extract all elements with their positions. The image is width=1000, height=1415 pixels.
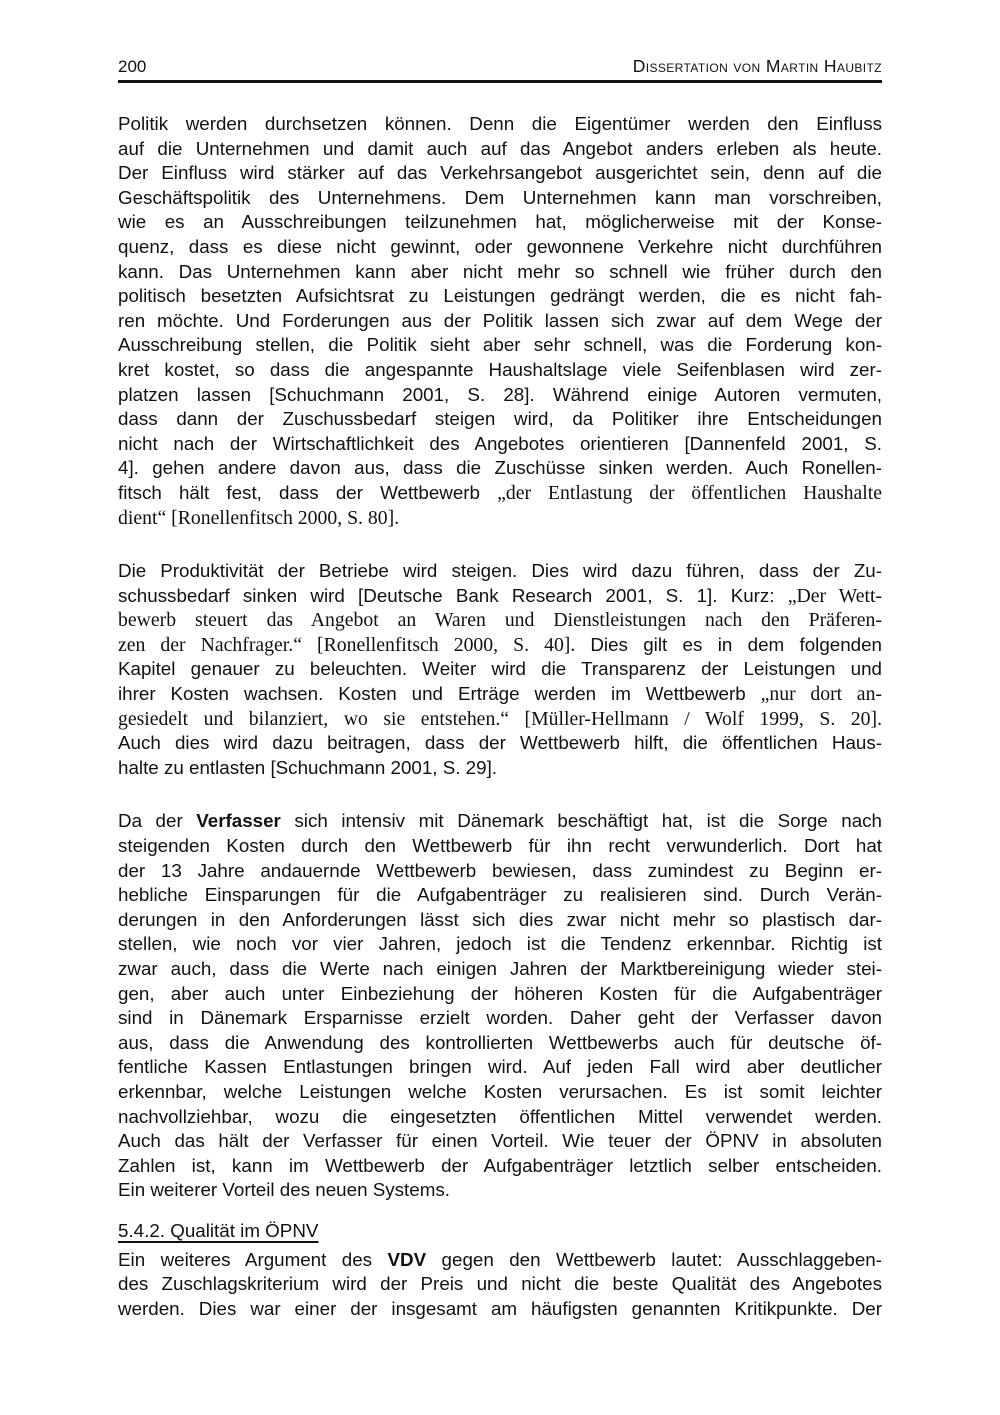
body-text: sind in Dänemark Ersparnisse erzielt worden. Daher geht der Verfasser davon bbox=[118, 1007, 882, 1029]
body-text: 5.4.2. Qualität im ÖPNV bbox=[118, 1219, 319, 1241]
text-line bbox=[118, 1178, 882, 1203]
text-line bbox=[118, 834, 882, 859]
body-text: Die Produktivität der Betriebe wird steigen. Dies wird dazu führen, dass der Zu- bbox=[118, 560, 882, 582]
paragraph bbox=[118, 112, 882, 530]
body-text: der 13 Jahre andauernde Wettbewerb bewiesen, dass zumindest zu Beginn er- bbox=[118, 859, 882, 881]
body-text: nachvollziehbar, wozu die eingesetzten öffentlichen Mittel verwendet werden. bbox=[118, 1105, 882, 1127]
text-line bbox=[118, 731, 882, 756]
body-text: Zahlen ist, kann im Wettbewerb der Aufgabenträger letztlich selber entscheiden. bbox=[118, 1154, 882, 1176]
body-text: steigenden Kosten durch den Wettbewerb für ihn recht verwunderlich. Dort hat bbox=[118, 835, 882, 857]
body-text: Ein weiteres Argument des bbox=[118, 1248, 388, 1270]
document-body bbox=[118, 112, 882, 1321]
bold-text: Verfasser bbox=[196, 810, 281, 832]
section-heading bbox=[118, 1219, 882, 1244]
text-line bbox=[118, 908, 882, 933]
text-line bbox=[118, 333, 882, 358]
body-text: aus, dass die Anwendung des kontrollierten Wettbewerbs auch für deutsche öf- bbox=[118, 1031, 882, 1053]
quoted-serif-text: bewerb steuert das Angebot an Waren und Dienstleistungen nach den Präferen- bbox=[118, 609, 882, 632]
body-text: Kapitel genauer zu beleuchten. Weiter wird die Transparenz der Leistungen und bbox=[118, 658, 882, 680]
quoted-serif-text: „Der Wett- bbox=[787, 584, 882, 607]
text-line bbox=[118, 809, 882, 834]
text-line bbox=[118, 235, 882, 260]
text-line bbox=[118, 432, 882, 457]
quoted-serif-text: dient“ [Ronellenfitsch 2000, S. 80]. bbox=[118, 506, 400, 529]
body-text: kann. Das Unternehmen kann aber nicht mehr so schnell wie früher durch den bbox=[118, 260, 882, 282]
body-text: dass dann der Zuschussbedarf steigen wird, da Politiker ihre Entscheidungen bbox=[118, 408, 882, 430]
body-text: Auch das hält der Verfasser für einen Vorteil. Wie teuer der ÖPNV in absoluten bbox=[118, 1130, 882, 1152]
quoted-serif-text: gesiedelt und bilanziert, wo sie entstehen.“ [Müller-Hellmann / Wolf 1999, S. 20]. bbox=[118, 707, 882, 730]
text-line bbox=[118, 657, 882, 682]
text-line bbox=[118, 957, 882, 982]
body-text: auf die Unternehmen und damit auch auf das Angebot anders erleben als heute. bbox=[118, 137, 882, 159]
text-line bbox=[118, 186, 882, 211]
body-text: stellen, wie noch vor vier Jahren, jedoch ist die Tendenz erkennbar. Richtig ist bbox=[118, 933, 882, 955]
section-heading-line bbox=[118, 1219, 882, 1244]
text-line bbox=[118, 608, 882, 633]
body-text: Ein weiterer Vorteil des neuen Systems. bbox=[118, 1179, 450, 1201]
text-line bbox=[118, 982, 882, 1007]
text-line bbox=[118, 707, 882, 732]
text-line bbox=[118, 1055, 882, 1080]
paragraph bbox=[118, 809, 882, 1203]
quoted-serif-text: „der Entlastung der öffentlichen Haushalte bbox=[497, 481, 882, 504]
text-line bbox=[118, 309, 882, 334]
text-line bbox=[118, 383, 882, 408]
body-text: platzen lassen [Schuchmann 2001, S. 28]. Während einige Autoren vermuten, bbox=[118, 383, 882, 405]
page-header bbox=[118, 56, 882, 83]
body-text: Dies gilt es in dem folgenden bbox=[590, 633, 882, 655]
quoted-serif-text: „nur dort an- bbox=[760, 683, 882, 706]
body-text: Ausschreibung stellen, die Politik sieht aber sehr schnell, was die Forderung kon- bbox=[118, 334, 882, 356]
body-text: Politik werden durchsetzen können. Denn die Eigentümer werden den Einfluss bbox=[118, 113, 882, 134]
text-line bbox=[118, 633, 882, 658]
text-line bbox=[118, 1080, 882, 1105]
body-text: Auch dies wird dazu beitragen, dass der Wettbewerb hilft, die öffentlichen Haus- bbox=[118, 732, 882, 754]
bold-text: VDV bbox=[387, 1248, 427, 1270]
body-text: Der Einfluss wird stärker auf das Verkehrsangebot ausgerichtet sein, denn auf die bbox=[118, 162, 882, 184]
body-text: werden. Dies war einer der insgesamt am häufigsten genannten Kritikpunkte. Der bbox=[118, 1297, 882, 1319]
text-line bbox=[118, 1297, 882, 1322]
body-text: fentliche Kassen Entlastungen bringen wird. Auf jeden Fall wird aber deutlicher bbox=[118, 1056, 882, 1078]
text-line bbox=[118, 756, 882, 781]
body-text: kret kostet, so dass die angespannte Haushaltslage viele Seifenblasen wird zer- bbox=[118, 358, 882, 380]
text-line bbox=[118, 137, 882, 162]
body-text: erkennbar, welche Leistungen welche Kosten verursachen. Es ist somit leichter bbox=[118, 1080, 882, 1102]
text-line bbox=[118, 1248, 882, 1273]
text-line bbox=[118, 559, 882, 584]
body-text: sich intensiv mit Dänemark beschäftigt hat, ist die Sorge nach bbox=[280, 810, 882, 832]
text-line bbox=[118, 859, 882, 884]
text-line bbox=[118, 1154, 882, 1179]
text-line bbox=[118, 161, 882, 186]
text-line bbox=[118, 407, 882, 432]
text-line bbox=[118, 210, 882, 235]
body-text: des Zuschlagskriterium wird der Preis und nicht die beste Qualität des Angebotes bbox=[118, 1273, 882, 1295]
text-line bbox=[118, 1031, 882, 1056]
body-text: ihrer Kosten wachsen. Kosten und Erträge werden im Wettbewerb bbox=[118, 683, 761, 705]
body-text: gen, aber auch unter Einbeziehung der höheren Kosten für die Aufgabenträger bbox=[118, 982, 882, 1004]
body-text: derungen in den Anforderungen lässt sich dies zwar nicht mehr so plastisch dar- bbox=[118, 908, 882, 930]
body-text: quenz, dass es diese nicht gewinnt, oder gewonnene Verkehre nicht durchführen bbox=[118, 235, 882, 257]
page-number: 200 bbox=[118, 57, 147, 76]
body-text: wie es an Ausschreibungen teilzunehmen hat, möglicherweise mit der Konse- bbox=[118, 211, 882, 233]
text-line bbox=[118, 1006, 882, 1031]
text-line bbox=[118, 1129, 882, 1154]
body-text: Geschäftspolitik des Unternehmens. Dem Unternehmen kann man vorschreiben, bbox=[118, 186, 882, 208]
body-text: zwar auch, dass die Werte nach einigen Jahren der Marktbereinigung wieder stei- bbox=[118, 958, 882, 979]
body-text: gegen den Wettbewerb lautet: Ausschlaggeben- bbox=[426, 1248, 882, 1270]
body-text: nicht nach der Wirtschaftlichkeit des Angebotes orientieren [Dannenfeld 2001, S. bbox=[118, 432, 882, 454]
text-line bbox=[118, 883, 882, 908]
body-text: ren möchte. Und Forderungen aus der Politik lassen sich zwar auf dem Wege der bbox=[118, 309, 882, 331]
body-text: politisch besetzten Aufsichtsrat zu Leistungen gedrängt werden, die es nicht fah- bbox=[118, 285, 882, 307]
body-text: 4]. gehen andere davon aus, dass die Zuschüsse sinken werden. Auch Ronellen- bbox=[118, 457, 882, 479]
text-line bbox=[118, 682, 882, 707]
paragraph bbox=[118, 1248, 882, 1322]
text-line bbox=[118, 584, 882, 609]
running-title: Dissertation von Martin Haubitz bbox=[632, 56, 882, 76]
page-content bbox=[118, 56, 882, 1321]
text-line bbox=[118, 1105, 882, 1130]
body-text: halte zu entlasten [Schuchmann 2001, S. 29]. bbox=[118, 756, 498, 778]
body-text: fitsch hält fest, dass der Wettbewerb bbox=[118, 481, 498, 503]
paragraph bbox=[118, 559, 882, 780]
body-text: hebliche Einsparungen für die Aufgabenträger zu realisieren sind. Durch Verän- bbox=[118, 884, 882, 906]
body-text: Da der bbox=[118, 810, 197, 832]
text-line bbox=[118, 260, 882, 285]
text-line bbox=[118, 506, 882, 531]
text-line bbox=[118, 932, 882, 957]
text-line bbox=[118, 284, 882, 309]
text-line bbox=[118, 112, 882, 137]
quoted-serif-text: zen der Nachfrager.“ [Ronellenfitsch 2000, S. 40]. bbox=[118, 633, 591, 656]
text-line bbox=[118, 481, 882, 506]
text-line bbox=[118, 1272, 882, 1297]
text-line bbox=[118, 358, 882, 383]
text-line bbox=[118, 456, 882, 481]
body-text: schussbedarf sinken wird [Deutsche Bank Research 2001, S. 1]. Kurz: bbox=[118, 584, 788, 606]
